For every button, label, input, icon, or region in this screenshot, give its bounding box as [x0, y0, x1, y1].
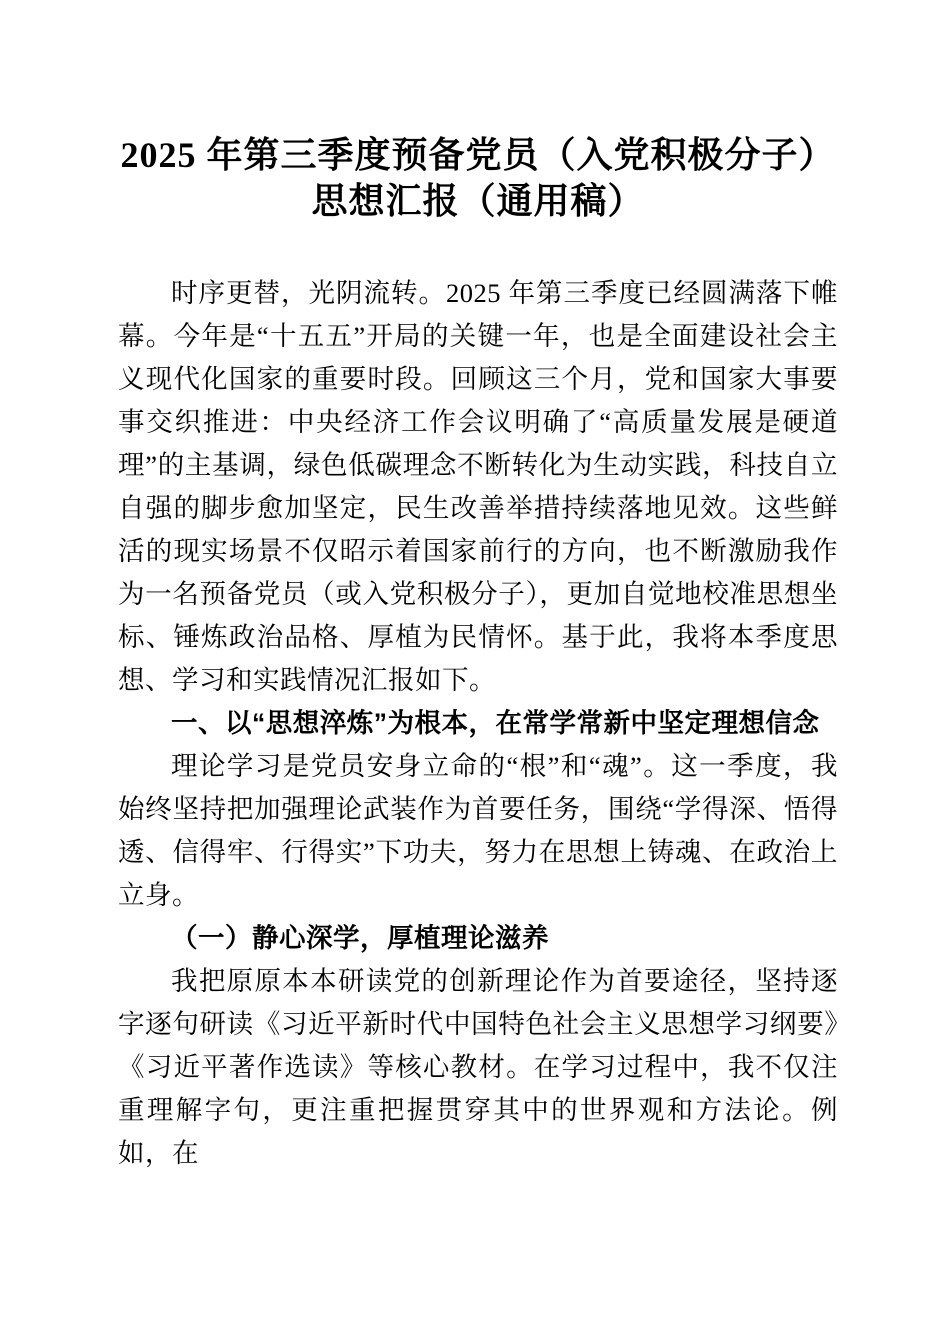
subsection-heading-1-1: （一）静心深学，厚植理论滋养 [171, 923, 549, 953]
section-1-paragraph: 理论学习是党员安身立命的“根”和“魂”。这一季度，我始终坚持把加强理论武装作为首要任务，围绕“学得深、悟得透、信得牢、行得实”下功夫，努力在思想上铸魂、在政治上立身。 [118, 751, 838, 910]
document-title-line-1: 2025 年第三季度预备党员（入党积极分子） [120, 135, 836, 175]
subsection-1-1-paragraph: 我把原原本本研读党的创新理论作为首要途径，坚持逐字逐句研读《习近平新时代中国特色社会主义思想学习纲要》《习近平著作选读》等核心教材。在学习过程中，我不仅注重理解字句，更注重把握贯穿其中的世界观和方法论。例如，在 [118, 966, 838, 1168]
section-heading-1: 一、以“思想淬炼”为根本，在常学常新中坚定理想信念 [171, 708, 820, 738]
document-title-line-2: 思想汇报（通用稿） [311, 181, 645, 221]
intro-paragraph: 时序更替，光阴流转。2025 年第三季度已经圆满落下帷幕。今年是“十五五”开局的关键一年，也是全面建设社会主义现代化国家的重要时段。回顾这三个月，党和国家大事要事交织推进：中央经济工作会议明确了“高质量发展是硬道理”的主基调，绿色低碳理念不断转化为生动实践，科技自立自强的脚步愈加坚定，民生改善举措持续落地见效。这些鲜活的现实场景不仅昭示着国家前行的方向，也不断激励我作为一名预备党员（或入党积极分子），更加自觉地校准思想坐标、锤炼政治品格、厚植为民情怀。基于此，我将本季度思想、学习和实践情况汇报如下。 [118, 278, 838, 695]
document-title [118, 132, 838, 224]
